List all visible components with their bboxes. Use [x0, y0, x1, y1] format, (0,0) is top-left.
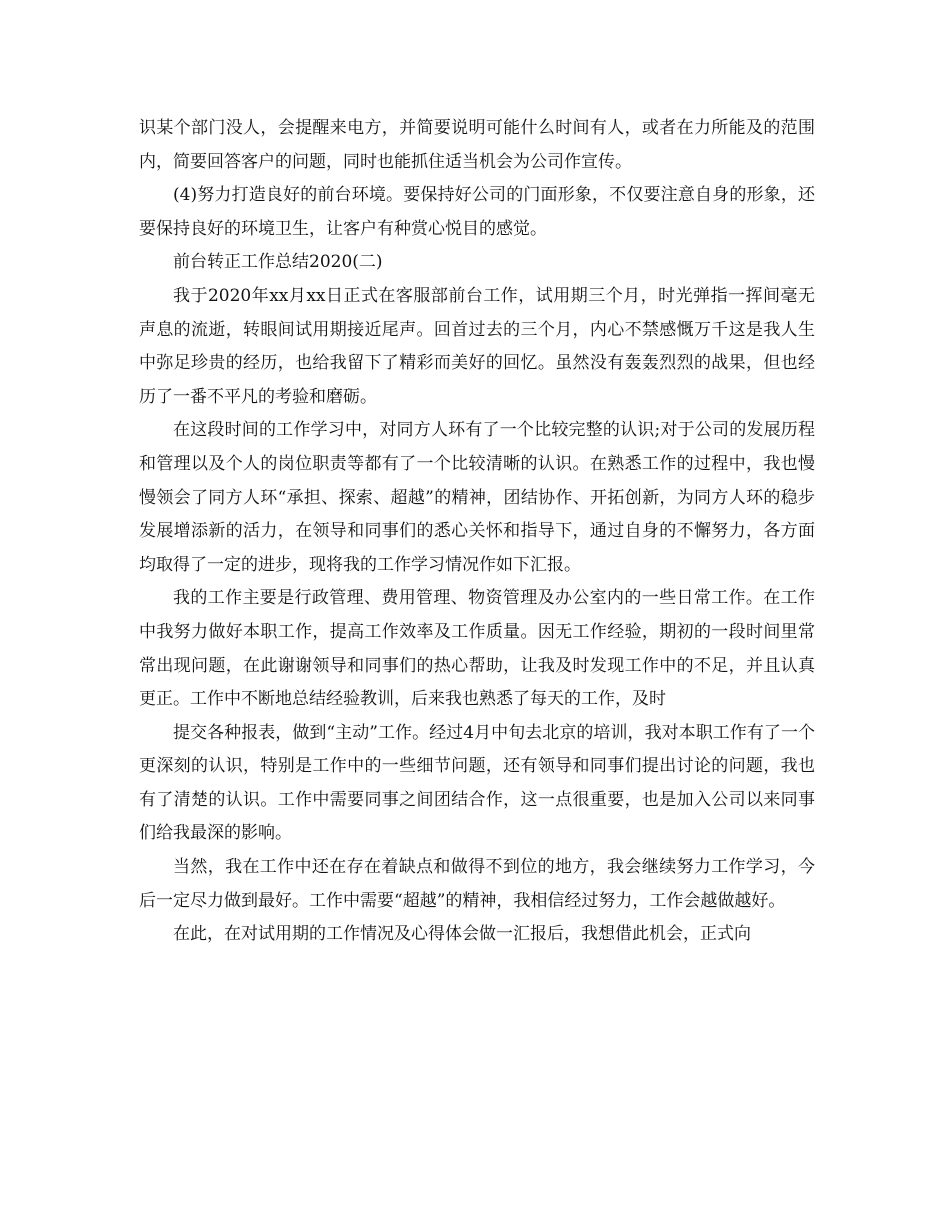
section-heading: 前台转正工作总结2020(二)	[173, 252, 383, 273]
paragraph-8: 在此，在对试用期的工作情况及心得体会做一汇报后，我想借此机会，正式向	[173, 924, 751, 945]
paragraph-2: (4)努力打造良好的前台环境。要保持好公司的门面形象，不仅要注意自身的形象，还要保持良好的环境卫生，让客户有种赏心悦目的感觉。	[139, 185, 815, 239]
paragraph-5: 我的工作主要是行政管理、费用管理、物资管理及办公室内的一些日常工作。在工作中我努力做好本职工作，提高工作效率及工作质量。因无工作经验，期初的一段时间里常常出现问题，在此谢谢领导和同事们的热心帮助，让我及时发现工作中的不足，并且认真更正。工作中不断地总结经验教训，后来我也熟悉了每天的工作，及时	[139, 588, 815, 710]
paragraph-7: 当然，我在工作中还在存在着缺点和做得不到位的地方，我会继续努力工作学习，今后一定尽力做到最好。工作中需要“超越”的精神，我相信经过努力，工作会越做越好。	[139, 857, 815, 911]
paragraph-1: 识某个部门没人，会提醒来电方，并简要说明可能什么时间有人，或者在力所能及的范围内，简要回答客户的问题，同时也能抓住适当机会为公司作宣传。	[139, 118, 815, 172]
paragraph-3: 我于2020年xx月xx日正式在客服部前台工作，试用期三个月，时光弹指一挥间毫无声息的流逝，转眼间试用期接近尾声。回首过去的三个月，内心不禁感慨万千这是我人生中弥足珍贵的经历，也给我留下了精彩而美好的回忆。虽然没有轰轰烈烈的战果，但也经历了一番不平凡的考验和磨砺。	[139, 285, 815, 407]
paragraph-6: 提交各种报表，做到“主动”工作。经过4月中旬去北京的培训，我对本职工作有了一个更深刻的认识，特别是工作中的一些细节问题，还有领导和同事们提出讨论的问题，我也有了清楚的认识。工作中需要同事之间团结合作，这一点很重要，也是加入公司以来同事们给我最深的影响。	[139, 722, 815, 844]
document-body	[139, 112, 815, 952]
paragraph-4: 在这段时间的工作学习中，对同方人环有了一个比较完整的认识;对于公司的发展历程和管理以及个人的岗位职责等都有了一个比较清晰的认识。在熟悉工作的过程中，我也慢慢领会了同方人环“承担、探索、超越”的精神，团结协作、开拓创新，为同方人环的稳步发展增添新的活力，在领导和同事们的悉心关怀和指导下，通过自身的不懈努力，各方面均取得了一定的进步，现将我的工作学习情况作如下汇报。	[139, 420, 815, 575]
